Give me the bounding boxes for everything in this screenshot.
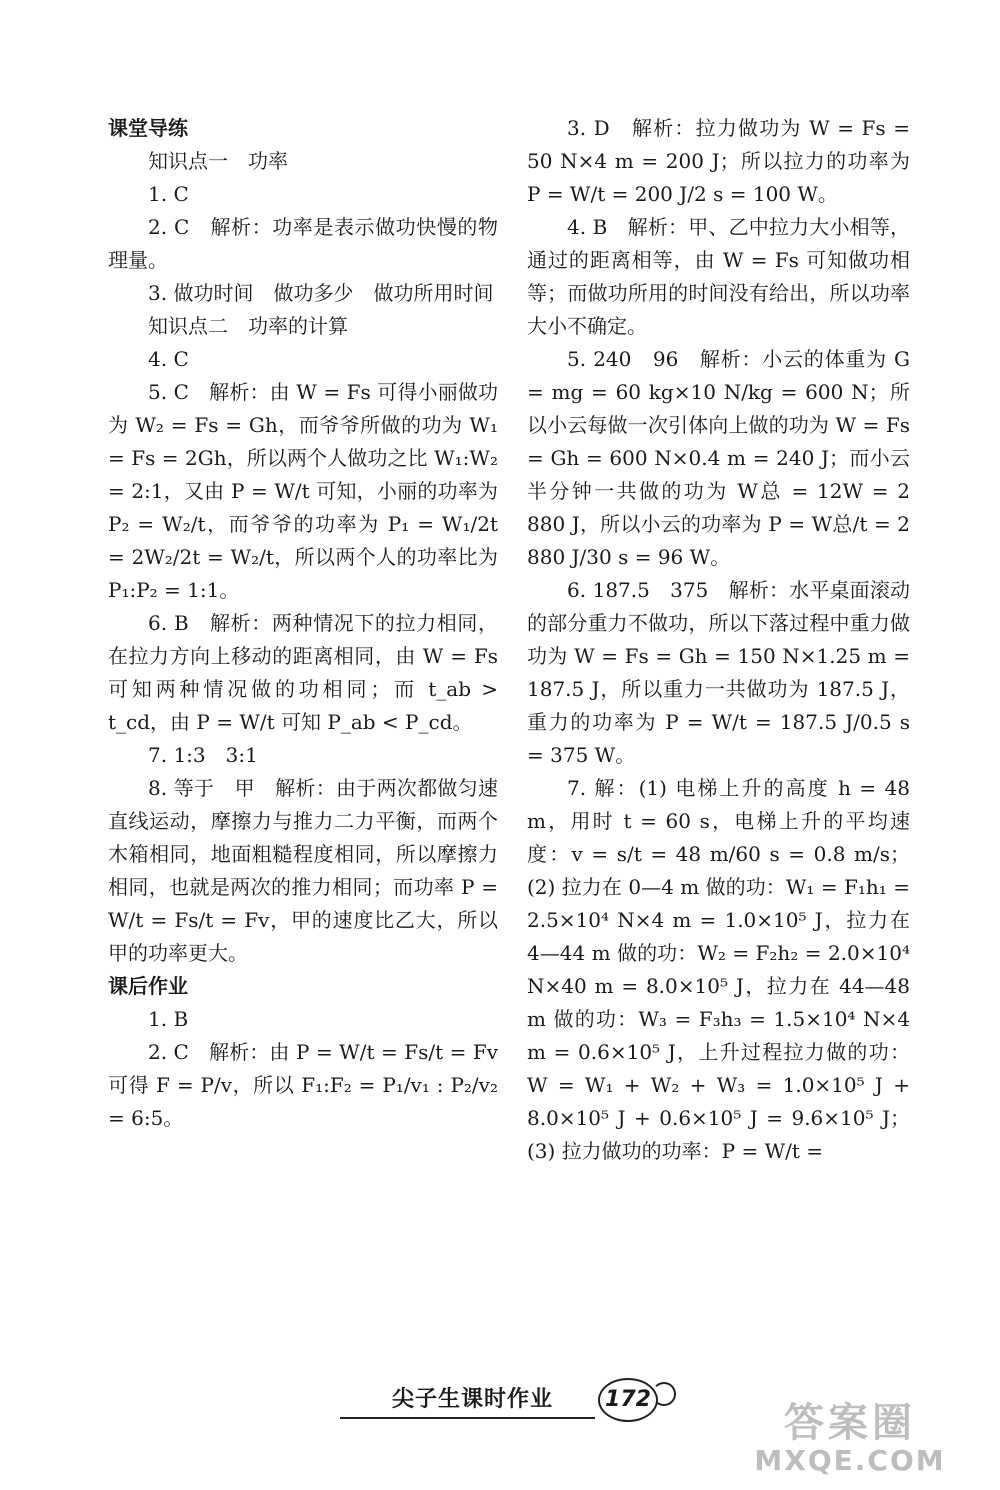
footer-title: 尖子生课时作业 — [392, 1387, 554, 1412]
watermark-url: MXQE.COM — [754, 1444, 946, 1477]
answer-item: 3. D 解析：拉力做功为 W = Fs = 50 N×4 m = 200 J；所以拉力的功率为 P = W/t = 200 J/2 s = 100 W。 — [527, 116, 910, 206]
answer-item: 3. 做功时间 做功多少 做功所用时间 — [148, 281, 494, 305]
right-column — [527, 112, 910, 1168]
section-heading: 课后作业 — [108, 974, 188, 998]
watermark-logo-text: 答案圈 — [784, 1400, 916, 1446]
section-heading: 课堂导练 — [108, 116, 188, 140]
left-column — [108, 112, 498, 1135]
answer-item: 4. C — [148, 347, 189, 371]
answer-item: 1. B — [148, 1007, 189, 1031]
subsection-title: 知识点一 功率 — [148, 149, 288, 173]
answer-item: 5. C 解析：由 W = Fs 可得小丽做功为 W₂ = Fs = Gh，而爷爷所做的功为 W₁ = Fs = 2Gh，所以两个人做功之比 W₁:W₂ = 2:1，又由 P = W/t 可知，小丽的功率为 P₂ = W₂/t，而爷爷的功率为 P₁ = W₁/2t = 2W₂/2t = W₂/t，所以两个人的功率比为 P₁:P₂ = 1:1。 — [108, 380, 498, 602]
page-number: 172 — [598, 1378, 658, 1422]
answer-item: 6. B 解析：两种情况下的拉力相同，在拉力方向上移动的距离相同，由 W = Fs 可知两种情况做的功相同；而 t_ab > t_cd，由 P = W/t 可知 P_ab < P_cd。 — [108, 611, 498, 734]
swirl-ornament-icon — [652, 1382, 676, 1406]
subsection-title: 知识点二 功率的计算 — [148, 314, 348, 338]
answer-item: 6. 187.5 375 解析：水平桌面滚动的部分重力不做功，所以下落过程中重力做功为 W = Fs = Gh = 150 N×1.25 m = 187.5 J，所以重力一共做功为 187.5 J，重力的功率为 P = W/t = 187.5 J/0.5 s = 375 W。 — [527, 578, 910, 767]
answer-item: 1. C — [148, 182, 189, 206]
footer-rule — [340, 1417, 595, 1419]
answer-item: 4. B 解析：甲、乙中拉力大小相等，通过的距离相等，由 W = Fs 可知做功相等；而做功所用的时间没有给出，所以功率大小不确定。 — [527, 215, 910, 338]
page-footer — [340, 1378, 670, 1430]
watermark — [720, 1400, 980, 1478]
answer-item: 7. 1:3 3:1 — [148, 743, 258, 767]
answer-item: 5. 240 96 解析：小云的体重为 G = mg = 60 kg×10 N/kg = 600 N；所以小云每做一次引体向上做的功为 W = Fs = Gh = 600 N×0.4 m = 240 J；而小云半分钟一共做的功为 W总 = 12W = 2 880 J，所以小云的功率为 P = W总/t = 2 880 J/30 s = 96 W。 — [527, 347, 910, 569]
answer-item: 2. C 解析：功率是表示做功快慢的物理量。 — [108, 215, 498, 272]
answer-item: 7. 解：(1) 电梯上升的高度 h = 48 m，用时 t = 60 s，电梯上升的平均速度：v = s/t = 48 m/60 s = 0.8 m/s；(2) 拉力在 0—4 m 做的功：W₁ = F₁h₁ = 2.5×10⁴ N×4 m = 1.0×10⁵ J，拉力在 4—44 m 做的功：W₂ = F₂h₂ = 2.0×10⁴ N×40 m = 8.0×10⁵ J，拉力在 44—48 m 做的功：W₃ = F₃h₃ = 1.5×10⁴ N×4 m = 0.6×10⁵ J，上升过程拉力做的功：W = W₁ + W₂ + W₃ = 1.0×10⁵ J + 8.0×10⁵ J + 0.6×10⁵ J = 9.6×10⁵ J；(3) 拉力做功的功率：P = W/t = — [527, 776, 910, 1163]
answer-item: 8. 等于 甲 解析：由于两次都做匀速直线运动，摩擦力与推力二力平衡，而两个木箱相同，地面粗糙程度相同，所以摩擦力相同，也就是两次的推力相同；而功率 P = W/t = Fs/t = Fv，甲的速度比乙大，所以甲的功率更大。 — [108, 776, 498, 965]
answer-item: 2. C 解析：由 P = W/t = Fs/t = Fv 可得 F = P/v，所以 F₁:F₂ = P₁/v₁ : P₂/v₂ = 6:5。 — [108, 1040, 498, 1130]
